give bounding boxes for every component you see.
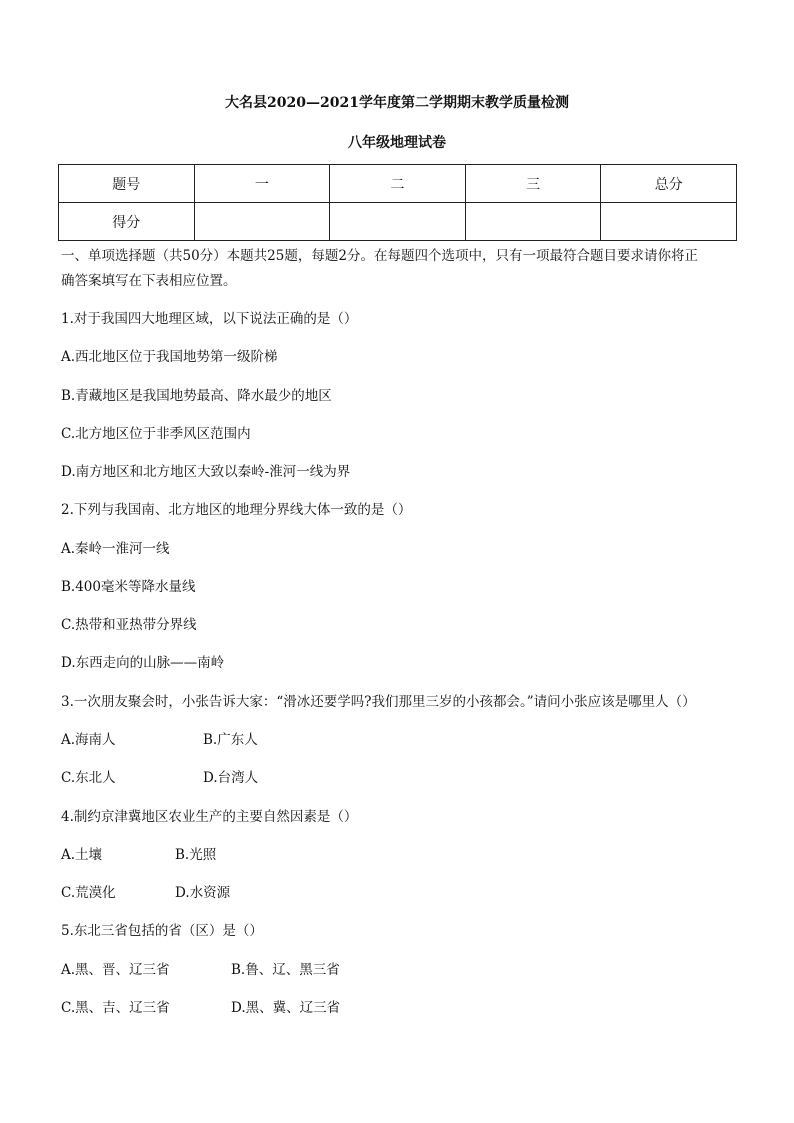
score-table-score-row — [59, 203, 737, 241]
question-2-option-a: A.秦岭一淮河一线 — [61, 541, 170, 557]
question-4-option-d: D.水资源 — [175, 885, 231, 901]
section-intro-line-2: 确答案填写在下表相应位置。 — [61, 273, 237, 289]
question-2-option-d: D.东西走向的山脉——南岭 — [61, 655, 225, 671]
question-4-stem: 4.制约京津冀地区农业生产的主要自然因素是（） — [61, 809, 358, 825]
question-2-option-b: B.400毫米等降水量线 — [61, 579, 196, 595]
question-2-stem: 2.下列与我国南、北方地区的地理分界线大体一致的是（） — [61, 502, 412, 518]
score-cell-section-3: 三 — [465, 165, 601, 203]
exam-title: 大名县2020—2021学年度第二学期期末教学质量检测 — [225, 95, 569, 111]
question-1-option-b: B.青藏地区是我国地势最高、降水最少的地区 — [61, 388, 332, 404]
question-3-stem: 3.一次朋友聚会时，小张告诉大家：“滑冰还要学吗?我们那里三岁的小孩都会。”请问小张应该是哪里人（） — [61, 694, 696, 710]
score-cell-section-1: 一 — [194, 165, 330, 203]
question-1-option-d: D.南方地区和北方地区大致以秦岭-淮河一线为界 — [61, 464, 351, 480]
question-1-option-a: A.西北地区位于我国地势第一级阶梯 — [61, 349, 278, 365]
question-5-option-d: D.黑、冀、辽三省 — [231, 1000, 341, 1016]
question-5-option-c: C.黑、吉、辽三省 — [61, 1000, 170, 1016]
question-3-option-a: A.海南人 — [61, 732, 116, 748]
question-5-option-b: B.鲁、辽、黑三省 — [231, 962, 340, 978]
question-4-option-c: C.荒漠化 — [61, 885, 116, 901]
score-cell-score-total[interactable] — [601, 203, 737, 241]
exam-subtitle: 八年级地理试卷 — [348, 135, 446, 151]
question-4-option-b: B.光照 — [175, 847, 217, 863]
score-table — [58, 164, 737, 241]
score-cell-score-1[interactable] — [194, 203, 330, 241]
question-5-stem: 5.东北三省包括的省（区）是（） — [61, 923, 263, 939]
question-3-option-b: B.广东人 — [203, 732, 258, 748]
score-cell-section-2: 二 — [330, 165, 466, 203]
score-cell-score-label: 得分 — [59, 203, 195, 241]
section-intro-line-1: 一、单项选择题（共50分）本题共25题，每题2分。在每题四个选项中，只有一项最符合题目要求请你将正 — [61, 248, 698, 264]
question-4-option-a: A.土壤 — [61, 847, 103, 863]
score-cell-score-2[interactable] — [330, 203, 466, 241]
question-1-option-c: C.北方地区位于非季风区范围内 — [61, 426, 251, 442]
score-cell-total: 总分 — [601, 165, 737, 203]
question-1-stem: 1.对于我国四大地理区域，以下说法正确的是（） — [61, 311, 358, 327]
question-2-option-c: C.热带和亚热带分界线 — [61, 617, 197, 633]
score-table-header-row — [59, 165, 737, 203]
score-cell-score-3[interactable] — [465, 203, 601, 241]
question-5-option-a: A.黑、晋、辽三省 — [61, 962, 170, 978]
question-3-option-c: C.东北人 — [61, 770, 116, 786]
question-3-option-d: D.台湾人 — [203, 770, 259, 786]
score-cell-label: 题号 — [59, 165, 195, 203]
